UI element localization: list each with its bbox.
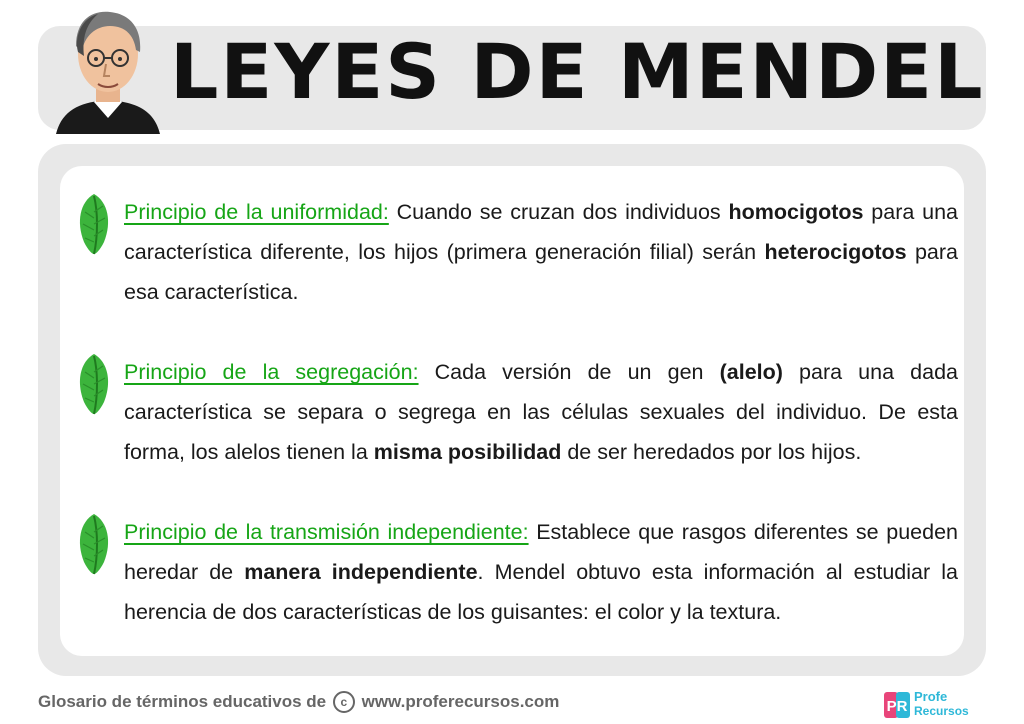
- page-title: LEYES DE MENDEL: [170, 27, 985, 116]
- principle-body: Cuando se cruzan dos individuos: [388, 200, 729, 224]
- principle-body: . Mendel obtuvo esta información al estudiar la herencia de dos características de los guisantes: el color y la textura.: [124, 560, 958, 624]
- mendel-portrait: [52, 6, 164, 134]
- footer-credit: [38, 688, 559, 716]
- principle-text: [124, 192, 958, 312]
- principle-body: para una característica diferente, los hijos (primera generación filial) serán: [124, 200, 958, 264]
- footer-prefix: Glosario de términos educativos de: [38, 692, 327, 711]
- leaf-icon: [74, 192, 114, 256]
- principle-keyword: heterocigotos: [764, 240, 907, 264]
- principle-text: [124, 352, 958, 472]
- profe-recursos-logo: [884, 690, 994, 720]
- logo-letters: PR: [886, 698, 908, 715]
- principle-body: de ser heredados por los hijos.: [561, 440, 862, 464]
- principle-title: Principio de la transmisión independiente:: [124, 520, 529, 544]
- principle-keyword: misma posibilidad: [373, 440, 562, 464]
- leaf-icon: [74, 352, 114, 416]
- leaf-icon: [74, 512, 114, 576]
- principle-title: Principio de la segregación:: [124, 360, 419, 384]
- logo-mark: [884, 692, 910, 718]
- principle-keyword: homocigotos: [728, 200, 864, 224]
- principle-body: para esa característica.: [124, 240, 958, 304]
- footer-site-link[interactable]: www.proferecursos.com: [361, 692, 560, 711]
- principle-keyword: manera independiente: [244, 560, 478, 584]
- principle-title: Principio de la uniformidad:: [124, 200, 389, 224]
- principle-body: Cada versión de un gen: [418, 360, 720, 384]
- logo-line1: Profe: [914, 689, 948, 704]
- logo-text: [914, 690, 969, 718]
- principle-body: Establece que rasgos diferentes se pueden heredar de: [124, 520, 958, 584]
- principle-keyword: (alelo): [719, 360, 783, 384]
- logo-line2: Recursos: [914, 704, 969, 718]
- principle-body: para una dada característica se separa o segrega en las células sexuales del individuo. De esta forma, los alelos tienen la: [124, 360, 958, 464]
- principle-text: [124, 512, 958, 632]
- copyright-icon: c: [333, 691, 355, 713]
